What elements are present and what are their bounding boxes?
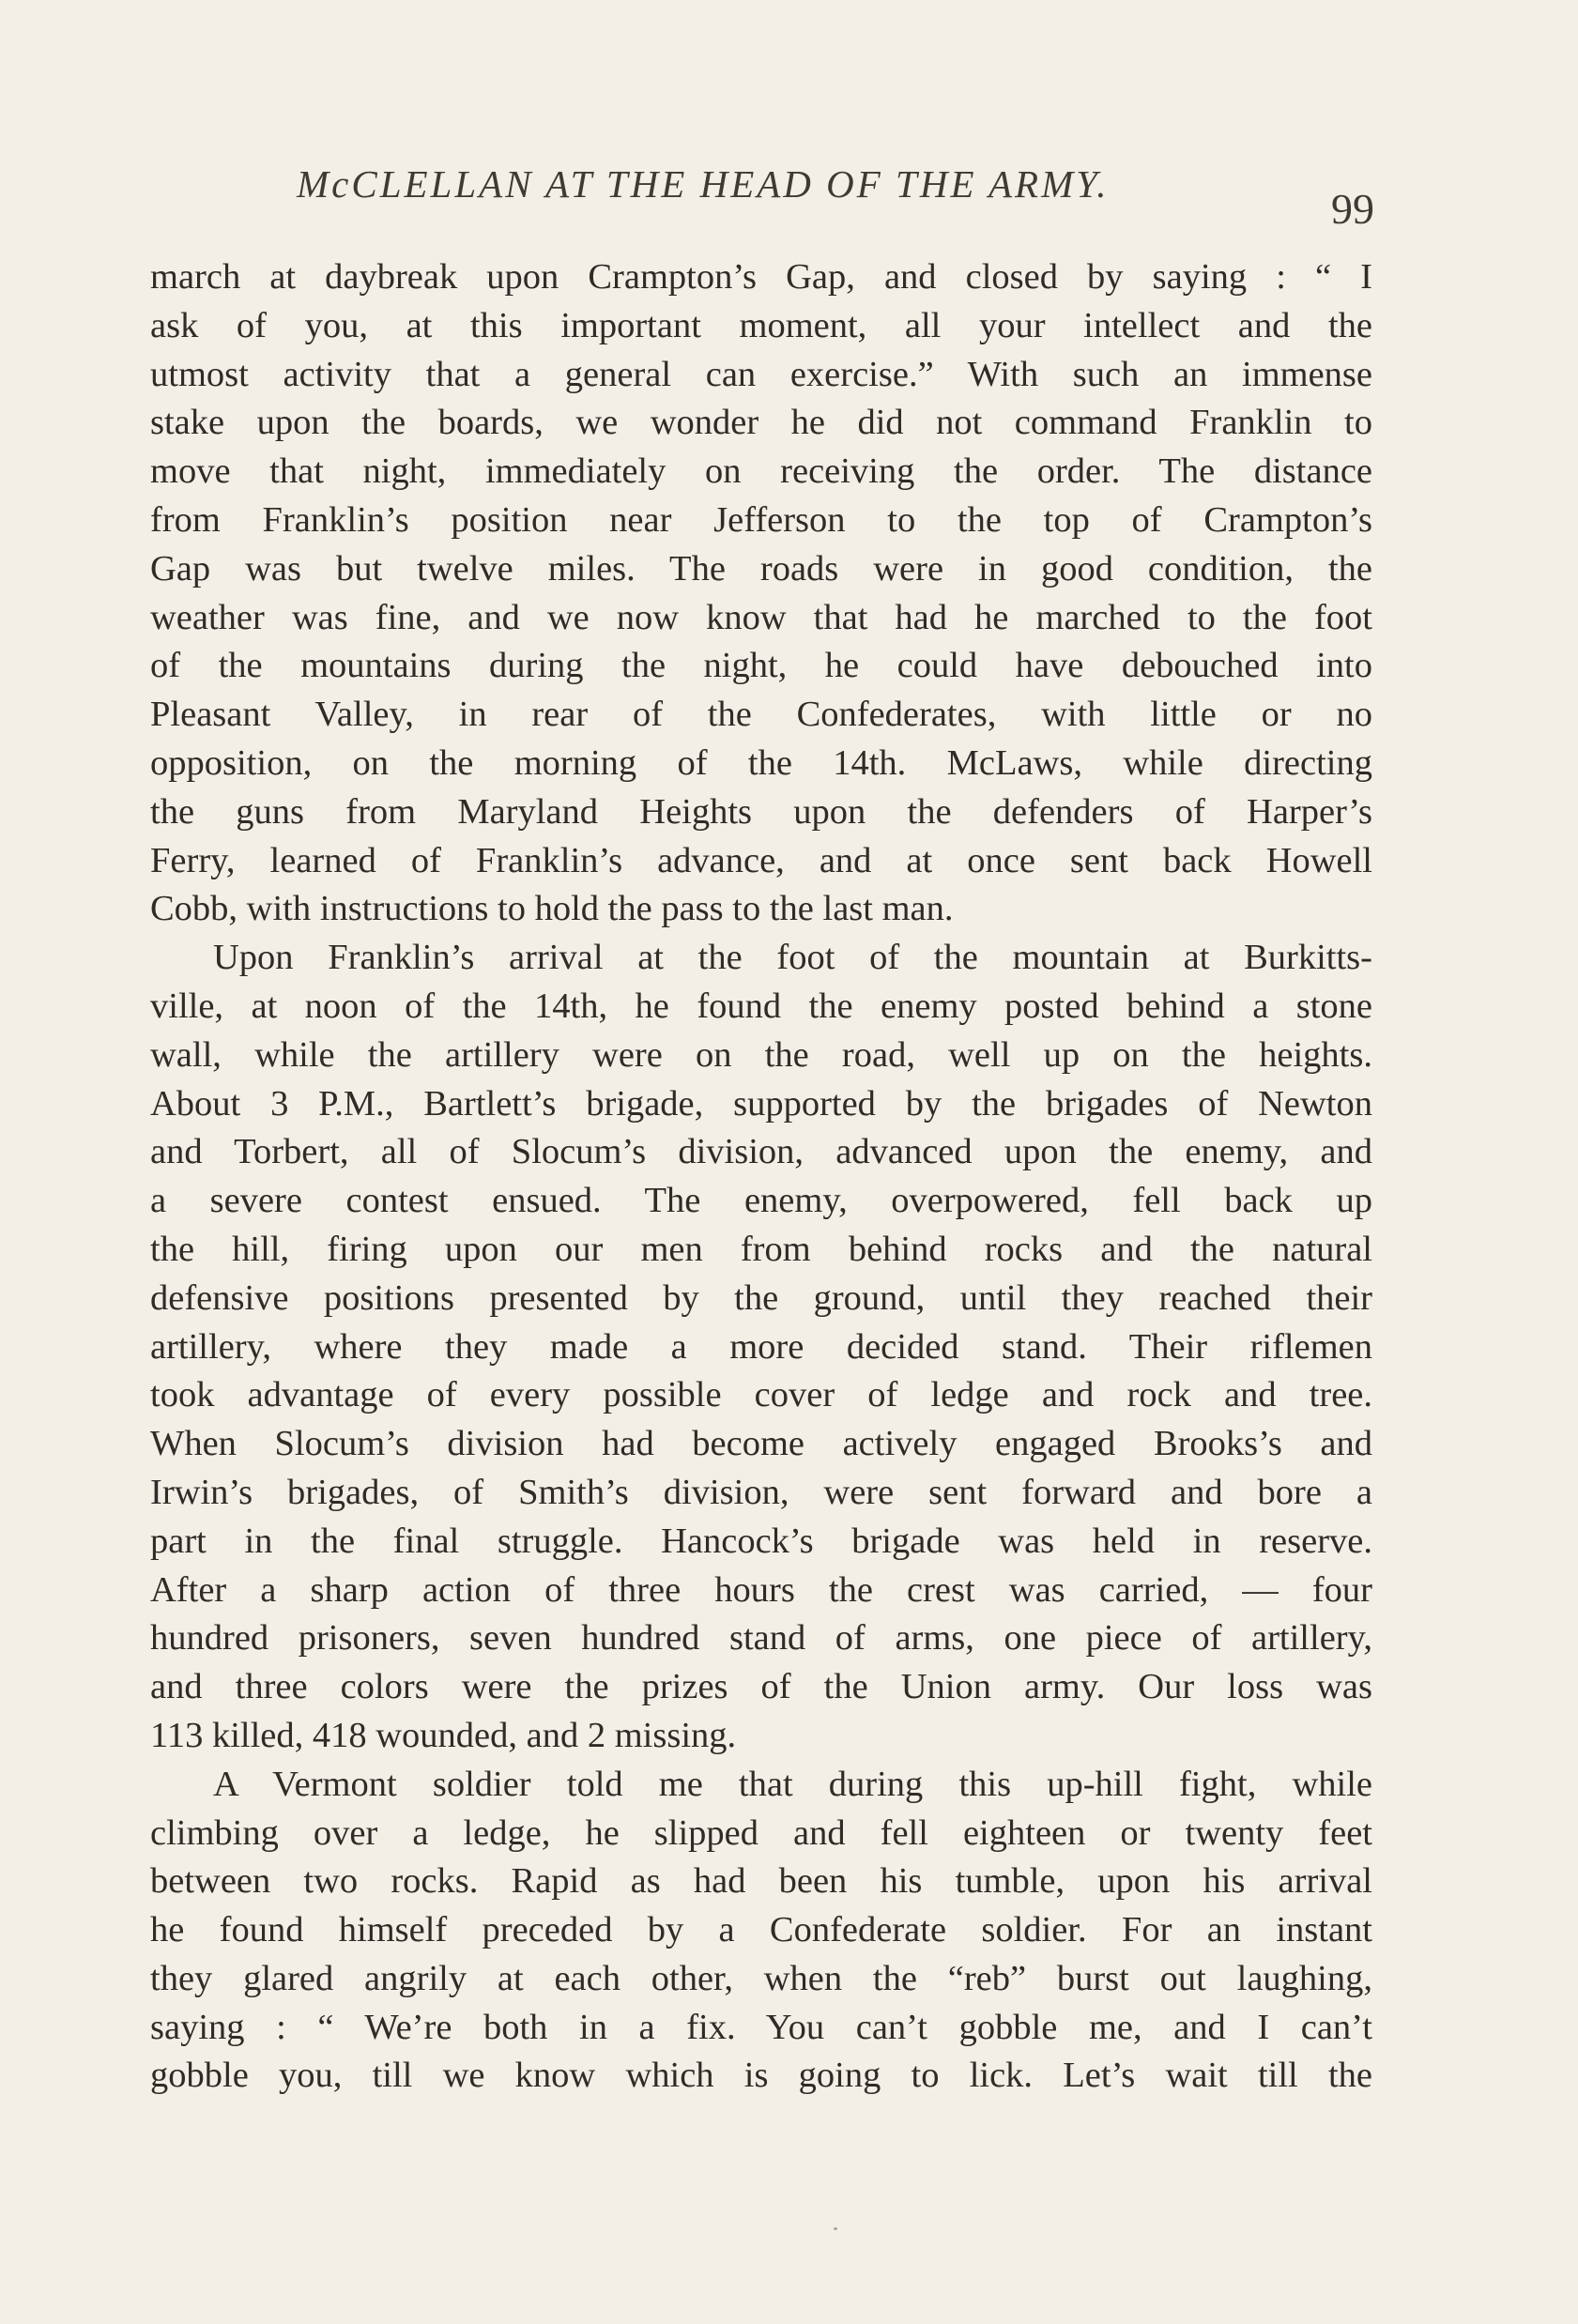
text-line: of the mountains during the night, he could have debouched into <box>150 646 1372 686</box>
text-line: ville, at noon of the 14th, he found the enemy posted behind a stone <box>150 986 1372 1026</box>
text-line: and Torbert, all of Slocum’s division, advanced upon the enemy, and <box>150 1132 1372 1172</box>
text-line: Ferry, learned of Franklin’s advance, and at once sent back Howell <box>150 840 1372 880</box>
text-line: between two rocks. Rapid as had been his tumble, upon his arrival <box>150 1861 1372 1902</box>
text-line: stake upon the boards, we wonder he did not command Franklin to <box>150 403 1372 443</box>
text-line: About 3 P.M., Bartlett’s brigade, supported by the brigades of Newton <box>150 1083 1372 1124</box>
text-line: utmost activity that a general can exercise.” With such an immense <box>150 354 1372 394</box>
text-line: a severe contest ensued. The enemy, overpowered, fell back up <box>150 1181 1372 1221</box>
text-line: move that night, immediately on receiving the order. The distance <box>150 451 1372 492</box>
text-line: A Vermont soldier told me that during this up-hill fight, while <box>213 1764 1372 1804</box>
page-number: 99 <box>1331 185 1374 233</box>
text-line: Pleasant Valley, in rear of the Confederates, with little or no <box>150 695 1372 735</box>
body-text <box>150 253 1372 2101</box>
text-line: part in the final struggle. Hancock’s brigade was held in reserve. <box>150 1521 1372 1561</box>
text-line: Upon Franklin’s arrival at the foot of the mountain at Burkitts- <box>213 938 1372 978</box>
text-line: wall, while the artillery were on the road, well up on the heights. <box>150 1034 1372 1075</box>
text-line: When Slocum’s division had become actively engaged Brooks’s and <box>150 1424 1372 1464</box>
text-line: After a sharp action of three hours the crest was carried, — four <box>150 1569 1372 1610</box>
text-line: the guns from Maryland Heights upon the defenders of Harper’s <box>150 791 1372 832</box>
text-line: and three colors were the prizes of the Union army. Our loss was <box>150 1667 1372 1707</box>
text-line: weather was fine, and we now know that had he marched to the foot <box>150 597 1372 637</box>
text-line: opposition, on the morning of the 14th. McLaws, while directing <box>150 742 1372 783</box>
text-line: he found himself preceded by a Confederate soldier. For an instant <box>150 1910 1372 1950</box>
text-line: the hill, firing upon our men from behind rocks and the natural <box>150 1229 1372 1269</box>
text-line: artillery, where they made a more decided stand. Their riflemen <box>150 1326 1372 1367</box>
text-line: they glared angrily at each other, when the “reb” burst out laughing, <box>150 1958 1372 1998</box>
text-line: from Franklin’s position near Jefferson to the top of Crampton’s <box>150 499 1372 540</box>
text-line: saying : “ We’re both in a fix. You can’t gobble me, and I can’t <box>150 2007 1372 2047</box>
text-line: Cobb, with instructions to hold the pass to the last man. <box>150 889 954 929</box>
text-line: gobble you, till we know which is going to lick. Let’s wait till the <box>150 2056 1372 2096</box>
text-line: march at daybreak upon Crampton’s Gap, and closed by saying : “ I <box>150 257 1372 297</box>
text-line: took advantage of every possible cover of ledge and rock and tree. <box>150 1375 1372 1415</box>
text-line: defensive positions presented by the ground, until they reached their <box>150 1277 1372 1318</box>
running-title: McCLELLAN AT THE HEAD OF THE ARMY. <box>297 162 1110 206</box>
text-line: ask of you, at this important moment, all your intellect and the <box>150 305 1372 345</box>
paper-speck <box>834 2227 837 2230</box>
text-line: 113 killed, 418 wounded, and 2 missing. <box>150 1715 737 1755</box>
text-line: Irwin’s brigades, of Smith’s division, were sent forward and bore a <box>150 1472 1372 1512</box>
text-line: Gap was but twelve miles. The roads were in good condition, the <box>150 548 1372 589</box>
text-line: hundred prisoners, seven hundred stand of arms, one piece of artillery, <box>150 1618 1372 1659</box>
text-line: climbing over a ledge, he slipped and fell eighteen or twenty feet <box>150 1812 1372 1853</box>
